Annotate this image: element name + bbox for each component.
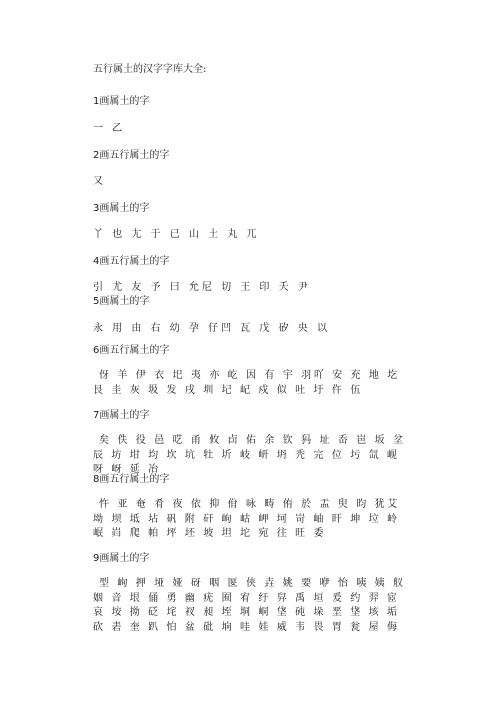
section-7-chars: 矣 佚 役 邑 呓 甬 攸 卣 佑 余 钦 犸 址 岙 岜 坂 坌 辰 坊 坩 均 坎 坑 牡 圻 岐 岍 坍 秃 完 位 圬 氙 岘 呀 岈 延 冶 (93, 435, 406, 475)
section-8-heading: 8画五行属土的字 (93, 474, 170, 485)
section-8-chars: 忤 亚 奄 肴 夜 依 抑 佾 咏 畴 侑 於 盂 臾 昀 犹艾 坳 坝 坻 坫 矾 附 矸 岣 岵 岬 坷 岢 岫 盰 坤 垃 岭 岷 岿 爬 帕 坪 坯 坡 坦 坨 宛 往 旺 委 (93, 499, 400, 539)
section-9-chars: 型 峋 押 垭 娅 砑 咽 匽 侠 垚 姚 要 咿 怡 咦 姨 舣 姻 音 垠 俑 勇 幽 疣 囿 宥 纡 舁 禹 垣 爰 约 羿 宧 哀 垵 拗 砭 垞 衩 昶 垤 垌 峒 垡 砘 垛 垩 垡 垓 垢 砍 砉 奎 趴 怕 盆 砒 垧 哇 娃 威 韦 畏 胃 瓮 屋 侮 (93, 578, 406, 633)
section-4-heading: 4画五行属土的字 (93, 256, 170, 267)
section-4-chars: 引 尤 友 予 曰 允尼 切 王 印 夭 尹 (93, 282, 311, 293)
section-3-heading: 3画属土的字 (93, 203, 150, 214)
section-7-heading: 7画属土的字 (93, 410, 150, 421)
section-5-heading: 5画属土的字 (93, 296, 150, 307)
section-6-heading: 6画五行属土的字 (93, 345, 170, 356)
section-2-chars: 又 (93, 176, 106, 187)
document-intro: 五行属土的汉字字库大全: (93, 64, 207, 75)
section-1-heading: 1画属土的字 (93, 96, 150, 107)
section-2-heading: 2画五行属土的字 (93, 150, 170, 161)
section-9-heading: 9画属土的字 (93, 553, 150, 564)
section-6-chars: 伢 羊 伊 衣 圯 夷 亦 屹 因 有 宇 羽吖 安 充 地 圪 艮 圭 灰 圾 发 戌 圳 圮 屺 戍 似 吐 圩 仵 伍 (93, 370, 400, 396)
section-5-chars: 永 用 由 右 幼 孕 仔凹 瓦 戊 矽 央 以 (93, 323, 330, 334)
section-1-chars: 一 乙 (93, 123, 126, 134)
section-3-chars: 丫 也 尢 于 已 山 土 丸 兀 (93, 229, 260, 240)
